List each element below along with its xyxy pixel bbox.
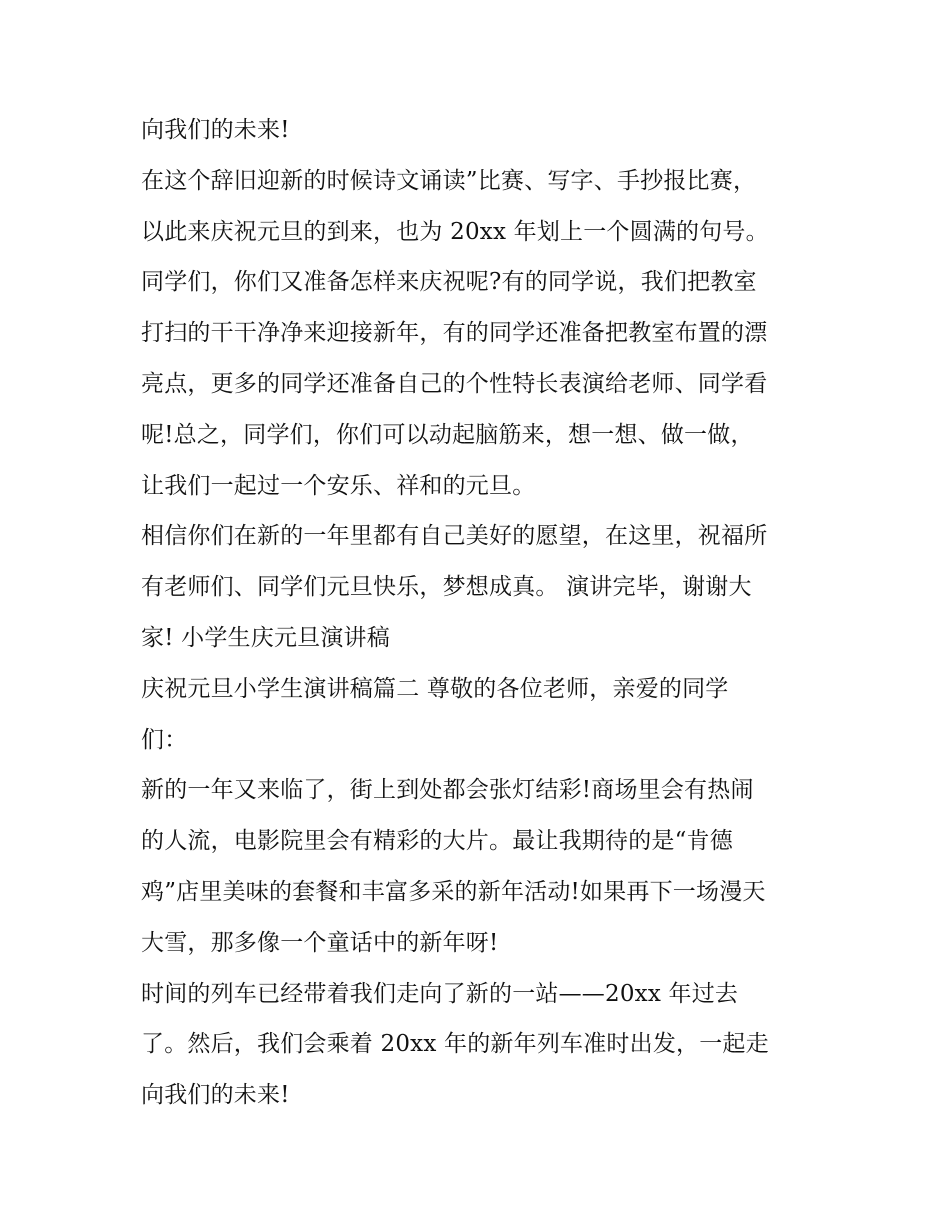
text-line: 让我们一起过一个安乐、祥和的元旦。 [141,472,536,499]
text-line: 新的一年又来临了，街上到处都会张灯结彩!商场里会有热闹 [141,777,754,804]
text-line: 有老师们、同学们元旦快乐，梦想成真。 演讲完毕，谢谢大 [141,574,752,601]
document-body [141,105,821,1121]
text-line: 向我们的未来! [141,117,290,143]
text-line: 庆祝元旦小学生演讲稿篇二 尊敬的各位老师，亲爱的同学 [141,675,729,702]
text-line: 鸡”店里美味的套餐和丰富多采的新年活动!如果再下一场漫天 [141,878,766,905]
text-line: 呢!总之，同学们，你们可以动起脑筋来，想一想、做一做， [141,421,754,448]
text-line: 以此来庆祝元旦的到来，也为 20xx 年划上一个圆满的句号。 [141,218,769,245]
text-line: 的人流，电影院里会有精彩的大片。最让我期待的是“肯德 [141,828,733,855]
text-line: 打扫的干干净净来迎接新年，有的同学还准备把教室布置的漂 [141,320,768,347]
text-line: 同学们，你们又准备怎样来庆祝呢?有的同学说，我们把教室 [141,269,757,296]
text-line: 了。然后，我们会乘着 20xx 年的新年列车准时出发，一起走 [141,1031,769,1058]
text-line: 亮点，更多的同学还准备自己的个性特长表演给老师、同学看 [141,370,768,397]
text-line: 时间的列车已经带着我们走向了新的一站——20xx 年过去 [141,980,739,1007]
text-line: 们： [141,726,188,753]
text-line: 在这个辞旧迎新的时候诗文诵读”比赛、写字、手抄报比赛， [141,167,757,194]
text-line: 向我们的未来! [141,1082,290,1109]
text-line: 大雪，那多像一个童话中的新年呀! [141,929,499,956]
text-line: 相信你们在新的一年里都有自己美好的愿望，在这里，祝福所 [141,523,768,550]
text-line: 家! 小学生庆元旦演讲稿 [141,624,390,651]
